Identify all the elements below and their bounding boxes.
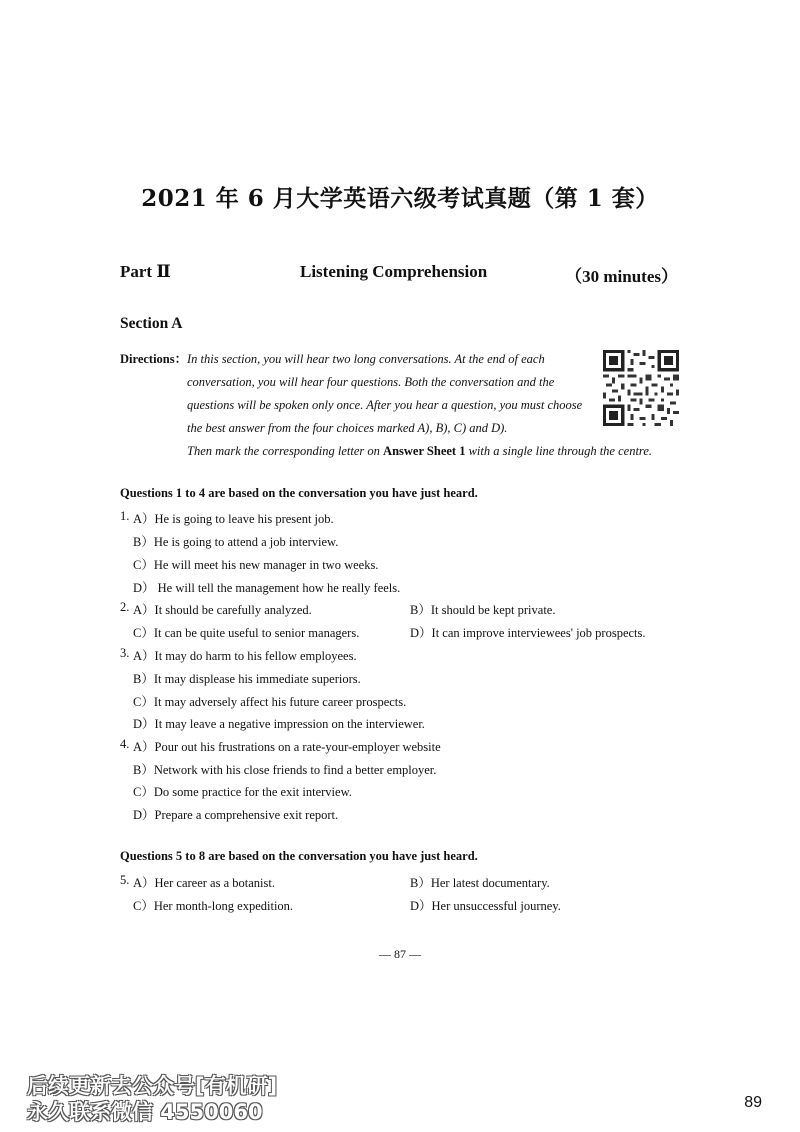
question-5-option-a: A）Her career as a botanist. (133, 876, 275, 890)
question-5-option-c: C）Her month-long expedition. (133, 899, 294, 913)
questions-5-8-header: Questions 5 to 8 are based on the conversation you have just heard. (120, 849, 478, 863)
question-2-option-b: B）It should be kept private. (410, 603, 556, 617)
question-1-number: 1. (120, 509, 130, 523)
watermark-line-2: 永久联系微信 4550060 (27, 1100, 263, 1124)
question-2-option-a: A）It should be carefully analyzed. (133, 603, 312, 617)
part-header (120, 262, 678, 286)
question-2-option-d: D）It can improve interviewees' job prospects. (410, 626, 646, 640)
question-1-option-b: B）He is going to attend a job interview. (133, 535, 339, 549)
part-time: （30 minutes） (565, 267, 678, 286)
question-4-option-b: B）Network with his close friends to find a better employer. (133, 763, 437, 777)
question-3-option-d: D）It may leave a negative impression on the interviewer. (133, 717, 425, 731)
question-4-option-a: A）Pour out his frustrations on a rate-your-employer website (133, 740, 441, 754)
question-5-option-b: B）Her latest documentary. (410, 876, 550, 890)
directions-label: Directions： (120, 352, 188, 366)
page-title: 2021 年 6 月大学英语六级考试真题（第 1 套） (141, 185, 659, 212)
question-4-number: 4. (120, 737, 130, 751)
qr-code-icon (603, 350, 679, 426)
questions-1-4-header: Questions 1 to 4 are based on the conversation you have just heard. (120, 486, 478, 500)
question-1-option-a: A）He is going to leave his present job. (133, 512, 334, 526)
part-label: Part Ⅱ (120, 262, 171, 281)
answer-sheet-label: Answer Sheet 1 (383, 444, 466, 458)
directions-last-line: Then mark the corresponding letter on Answer Sheet 1 with a single line through the centre. (187, 444, 653, 458)
watermark (27, 1073, 277, 1125)
section-title: Section A (120, 315, 183, 332)
question-4-option-d: D）Prepare a comprehensive exit report. (133, 808, 339, 822)
directions-text: In this section, you will hear two long conversations. At the end of each conversation, you will hear four questions. Both the conversation and the questions will be spoken only once. After you hear a question, you must choose the best answer from the four choices marked A), B), C) and D). (187, 352, 583, 435)
question-2-option-c: C）It can be quite useful to senior managers. (133, 626, 360, 640)
part-name: Listening Comprehension (300, 262, 488, 281)
question-3-option-c: C）It may adversely affect his future career prospects. (133, 695, 407, 709)
question-1-option-d: D） He will tell the management how he really feels. (133, 581, 401, 595)
question-5-option-d: D）Her unsuccessful journey. (410, 899, 561, 913)
question-2-number: 2. (120, 600, 130, 614)
question-3-option-a: A）It may do harm to his fellow employees. (133, 649, 357, 663)
question-1-option-c: C）He will meet his new manager in two weeks. (133, 558, 379, 572)
corner-page-number: 89 (744, 1094, 762, 1111)
question-4-option-c: C）Do some practice for the exit interview. (133, 785, 352, 799)
question-5-number: 5. (120, 873, 130, 887)
page-number: — 87 — (379, 947, 421, 961)
question-3-option-b: B）It may displease his immediate superiors. (133, 672, 361, 686)
watermark-line-1: 后续更新去公众号[有机研] (27, 1074, 278, 1098)
question-3-number: 3. (120, 646, 130, 660)
